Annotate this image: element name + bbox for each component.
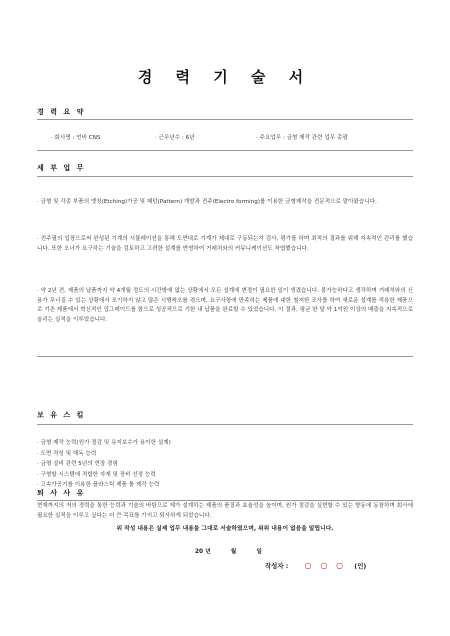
list-item: · 도면 작성 및 해독 능력 (37, 450, 97, 457)
section-divider (37, 424, 413, 425)
summary-heading: 경 력 요 약 (37, 108, 86, 116)
skills-heading: 보 유 스 킬 (37, 411, 86, 419)
date-row (195, 546, 280, 555)
section-divider (37, 500, 413, 501)
summary-years: · 근무년수 : 6년 (155, 135, 195, 141)
document-title: 경 력 기 술 서 (137, 68, 313, 86)
list-item: · 금형 제작 능력(원가 절감 및 유지보수가 용이한 설계) (37, 440, 171, 446)
writer-name-placeholder: ○ ○ ○ (304, 561, 347, 570)
details-paragraph-1 (37, 198, 413, 208)
list-item: · 구형할 시스템에 적합한 자재 및 장비 선정 능력 (37, 471, 156, 478)
summary-company: · 회사명 : 언비 CNS (51, 135, 101, 141)
section-divider (37, 176, 413, 177)
skills-list (37, 438, 413, 491)
paragraph-text: · 약 2년 전, 제품의 납품까지 약 4개월 정도의 시간밖에 없는 상황에서 모든 설계에 변경이 필요한 일이 생겼습니다. 불가능하다고 생각하며 거래처와의 신용가 무너질 수 있는 상황에서 포기하지 않고 많은 시행착오를 겪으며, 요구사항에 만족하는 제품에 대한 철저한 조사를 하여 새로운 설계를 적용한 제품으로 기존 제품에서 혁신적인 업그레이드를 함으로 성공적으로 기한 내 납품을 완료할 수 있었습니다. 이 결과, 평균 한 달 약 1억원 이상의 매출을 지속적으로 올리는 실적을 이루었습니다. (37, 288, 413, 324)
summary-duty: · 주요업무 : 금형 제작 관련 업무 총괄 (256, 135, 348, 141)
details-paragraph-2 (37, 235, 413, 254)
summary-row (37, 133, 413, 147)
writer-label: 작성자 : (265, 562, 289, 570)
paragraph-text: · 전주필의 입장으로써 완성된 기계의 시뮬레이션을 통해 도면대로 기계가 제대로 구동되는지 검사, 평가를 하며 최적의 결과를 위해 지속적인 관리를 했습니다. 또한 오너가 요구하는 기술을 검토하고 고려한 설계를 반영하여 거래처와의 커뮤니케이션도 착엽했습니다. (37, 236, 413, 252)
section-divider (37, 150, 413, 151)
list-item: · 고속가공기를 이용한 플라스틱 제품 틀 제작 능력 (37, 482, 160, 489)
seal-mark: (인) (354, 562, 367, 570)
date-day: 일 (256, 549, 262, 555)
reason-paragraph (37, 502, 413, 521)
certification-notice: 위 작성 내용은 실제 업무 내용을 그대로 서술하였으며, 위위 내용이 없음을 알립니다. (116, 526, 334, 532)
section-divider (37, 119, 413, 120)
paragraph-text: 현재까지의 저의 경력을 통한 능력과 기술의 바탕으로 제가 설계하는 제품의 품질과 효율성을 높이며, 원가 절감을 실현할 수 있는 향동에 동참하며 회사에 필요한 실적을 이루고 싶다는 더 큰 목표를 가지고 퇴사하게 되었습니다. (37, 503, 413, 519)
date-month: 월 (230, 549, 237, 555)
paragraph-text: · 금형 및 각종 부품의 엣칭(Etching)가공 및 패턴(Pattern) 개발과 전주(Electro forming)를 이용한 금형제작을 전문적으로 맡아왔습니다. (37, 199, 377, 205)
date-year: 20 년 (195, 549, 211, 555)
section-divider (37, 356, 413, 357)
details-paragraph-3 (37, 287, 413, 326)
signature-row (265, 561, 366, 570)
details-heading: 세 부 업 무 (37, 164, 86, 172)
reason-heading: 퇴 사 사 유 (37, 489, 86, 497)
list-item: · 금형 설비 관련 5년의 현장 경험 (37, 461, 118, 468)
